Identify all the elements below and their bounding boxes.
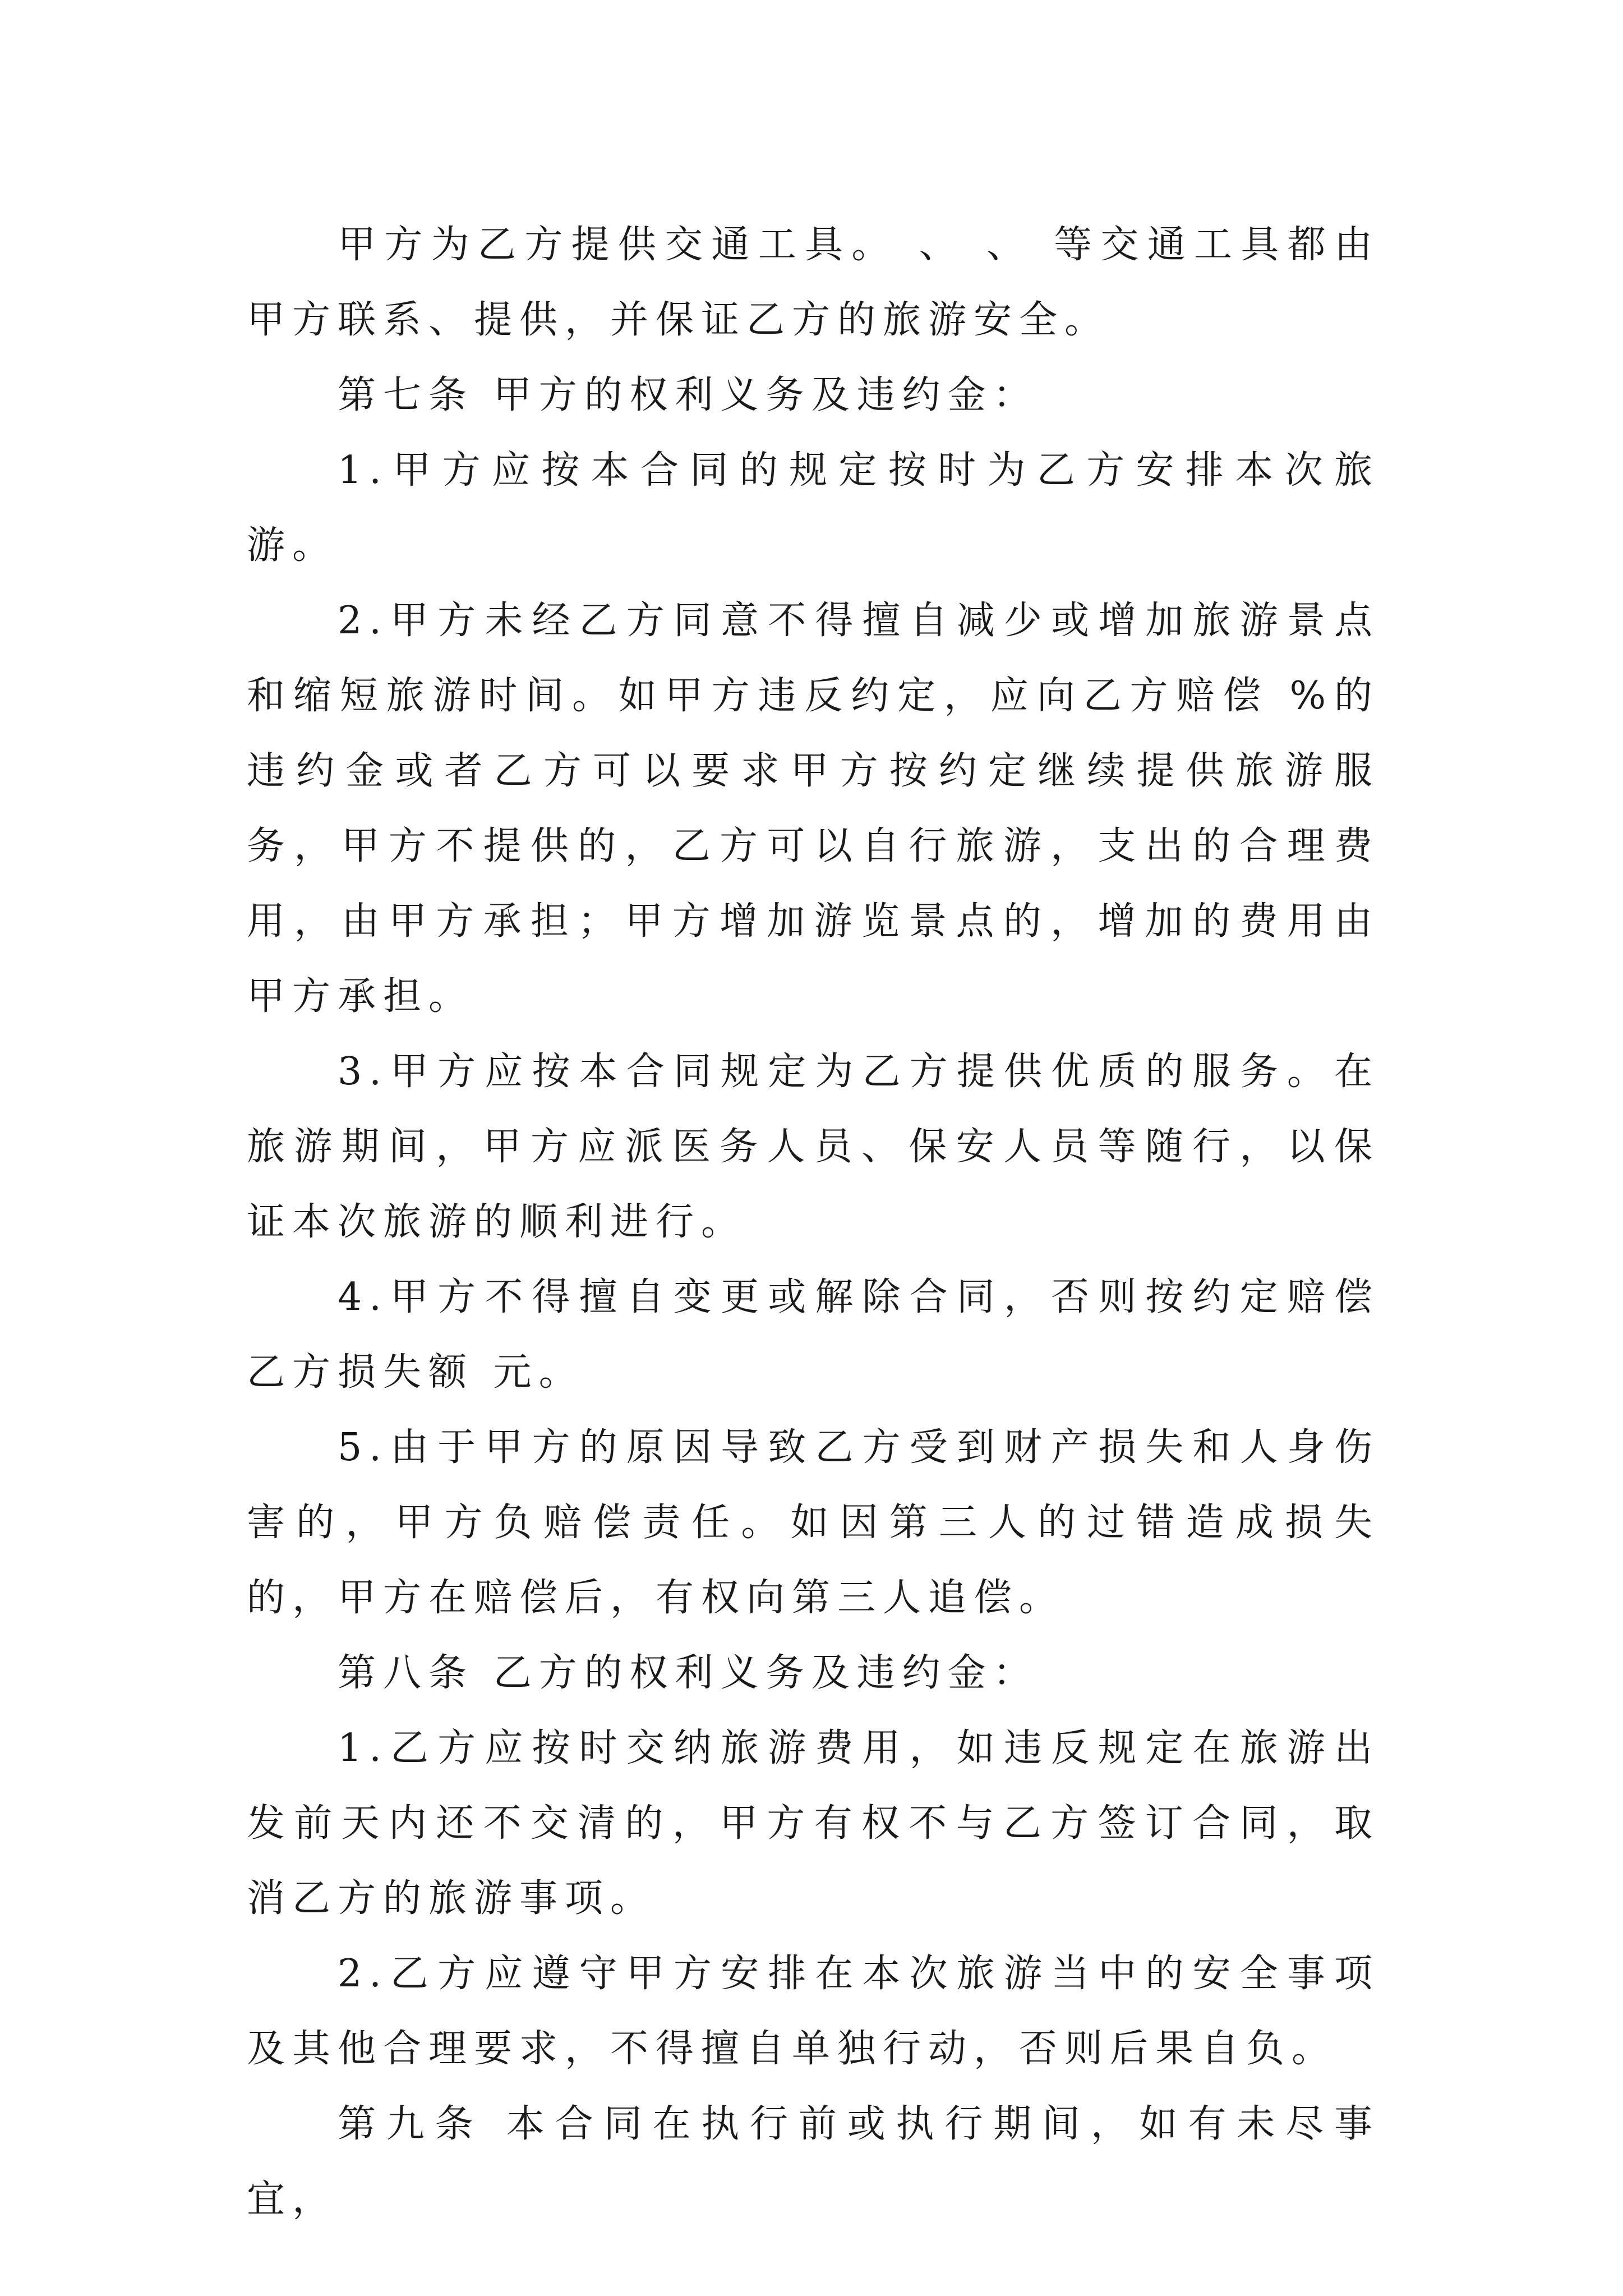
article-7-clause-3: 3.甲方应按本合同规定为乙方提供优质的服务。在旅游期间，甲方应派医务人员、保安人员等随行，以保证本次旅游的顺利进行。 <box>247 1050 1380 1244</box>
article-7-clause-1: 1.甲方应按本合同的规定按时为乙方安排本次旅游。 <box>247 448 1380 568</box>
article-8-clause-2: 2.乙方应遵守甲方安排在本次旅游当中的安全事项及其他合理要求，不得擅自单独行动，否则后果自负。 <box>247 1952 1380 2071</box>
document-body <box>247 208 1380 2237</box>
article-7-clause-2: 2.甲方未经乙方同意不得擅自减少或增加旅游景点和缩短旅游时间。如甲方违反约定，应向乙方赔偿 %的违约金或者乙方可以要求甲方按约定继续提供旅游服务，甲方不提供的，乙方可以自行旅游，支出的合理费用，由甲方承担；甲方增加游览景点的，增加的费用由甲方承担。 <box>247 599 1380 1019</box>
article-8-heading: 第八条 乙方的权利义务及违约金： <box>338 1651 1039 1695</box>
article-7-clause-4: 4.甲方不得擅自变更或解除合同，否则按约定赔偿乙方损失额 元。 <box>247 1275 1380 1395</box>
paragraph-transport: 甲方为乙方提供交通工具。 、 、 等交通工具都由甲方联系、提供，并保证乙方的旅游安全。 <box>247 223 1380 342</box>
article-9-heading: 第九条 本合同在执行前或执行期间，如有未尽事宜， <box>247 2102 1380 2221</box>
article-7-heading: 第七条 甲方的权利义务及违约金： <box>338 373 1039 417</box>
article-7-clause-5: 5.由于甲方的原因导致乙方受到财产损失和人身伤害的，甲方负赔偿责任。如因第三人的过错造成损失的，甲方在赔偿后，有权向第三人追偿。 <box>247 1425 1380 1620</box>
article-8-clause-1: 1.乙方应按时交纳旅游费用，如违反规定在旅游出发前天内还不交清的，甲方有权不与乙方签订合同，取消乙方的旅游事项。 <box>247 1726 1380 1921</box>
